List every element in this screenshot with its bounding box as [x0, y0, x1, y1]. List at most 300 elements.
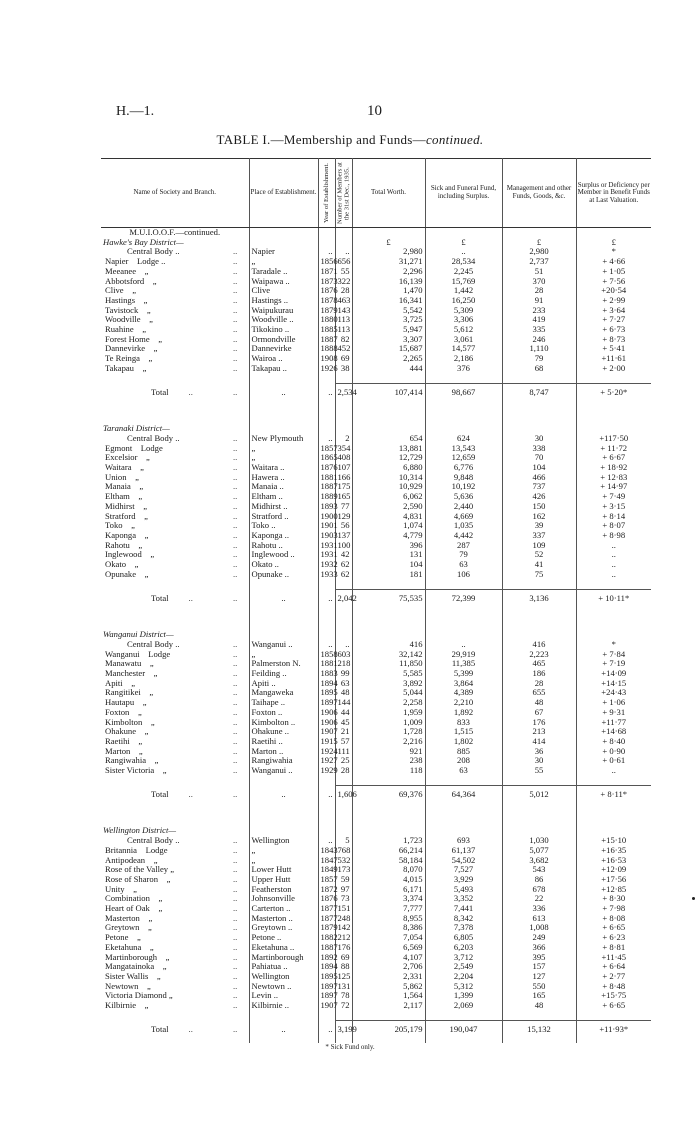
district-heading-row [101, 238, 651, 248]
leader-dots: .. [233, 491, 238, 502]
empty-cell [318, 228, 335, 238]
surplus: + 0·61 [602, 755, 626, 766]
place: Waipukurau [249, 306, 318, 316]
year: 1877 [318, 914, 335, 924]
year: 1893 [318, 502, 335, 512]
management-fund: 52 [502, 550, 576, 560]
members: 248 [335, 914, 352, 924]
year: 1865 [318, 453, 335, 463]
total-worth: 7,777 [352, 904, 425, 914]
spacer-cell [101, 406, 249, 424]
branch-name: Britannia Lodge [105, 844, 168, 855]
table-row [101, 875, 651, 885]
leader-dots: .. [233, 864, 238, 875]
members: 768 [335, 846, 352, 856]
sick-fund: 15,769 [425, 277, 502, 287]
leader-dots: .. [233, 285, 238, 296]
members: 77 [335, 502, 352, 512]
surplus: +12·09 [601, 864, 627, 875]
place: Featherston [249, 885, 318, 895]
branch-name: Inglewood „ [105, 549, 155, 560]
management-fund: 737 [502, 482, 576, 492]
total-worth: 4,779 [352, 531, 425, 541]
sick-fund: 5,636 [425, 492, 502, 502]
management-fund: 246 [502, 335, 576, 345]
leader-dots: .. [233, 677, 238, 688]
surplus: + 4·66 [602, 256, 626, 267]
members: 218 [335, 659, 352, 669]
spacer-cell [576, 612, 651, 630]
place: Raetihi .. [249, 737, 318, 747]
management-fund: 109 [502, 541, 576, 551]
place: „ [249, 650, 318, 660]
leader-dots: .. [233, 442, 238, 453]
members: 113 [335, 315, 352, 325]
spacer-cell [502, 579, 576, 589]
place: Kaponga .. [249, 531, 318, 541]
leader-dots: .. [188, 1023, 193, 1034]
branch-name: Petone „ [105, 932, 141, 943]
table-row [101, 1001, 651, 1011]
place: Takapau .. [249, 364, 318, 374]
leader-dots: .. [233, 275, 238, 286]
members: .. [335, 247, 352, 257]
management-fund: 426 [502, 492, 576, 502]
surplus: + 2·99 [602, 294, 626, 305]
management-fund: 336 [502, 904, 576, 914]
spacer-cell [249, 406, 318, 424]
total-worth: 3,307 [352, 335, 425, 345]
management-fund: 366 [502, 943, 576, 953]
table-row [101, 669, 651, 679]
table-row [101, 434, 651, 444]
table-row [101, 277, 651, 287]
leader-dots: .. [188, 386, 193, 397]
place: Carterton .. [249, 904, 318, 914]
branch-name: Central Body .. [127, 835, 180, 846]
total-worth: 238 [352, 756, 425, 766]
sick-fund: 1,802 [425, 737, 502, 747]
surplus: + 0·90 [602, 745, 626, 756]
sick-fund: 2,069 [425, 1001, 502, 1011]
management-fund: 338 [502, 444, 576, 454]
members: 125 [335, 972, 352, 982]
year: 1881 [318, 659, 335, 669]
leader-dots: .. [233, 765, 238, 776]
sick-fund: 1,892 [425, 708, 502, 718]
table-row [101, 640, 651, 650]
sick-fund: 13,543 [425, 444, 502, 454]
management-fund: 28 [502, 286, 576, 296]
spacer-cell [576, 406, 651, 424]
place: Rangiwahia [249, 756, 318, 766]
sick-fund: 287 [425, 541, 502, 551]
district-total-row [101, 384, 651, 407]
spacer-cell [335, 612, 352, 630]
management-fund: 127 [502, 972, 576, 982]
members: 212 [335, 933, 352, 943]
members: 69 [335, 953, 352, 963]
year: 1900 [318, 512, 335, 522]
management-fund: 55 [502, 766, 576, 776]
table-row [101, 904, 651, 914]
management-fund: 162 [502, 512, 576, 522]
spacer-cell [249, 374, 318, 384]
table-title-continued: continued. [425, 132, 484, 147]
surplus: .. [611, 568, 616, 579]
total-total-worth: 107,414 [352, 384, 425, 407]
total-surplus: + 8·11* [576, 786, 651, 809]
table-row [101, 865, 651, 875]
table-row [101, 463, 651, 473]
spacer-cell [502, 1011, 576, 1021]
total-worth: 2,706 [352, 962, 425, 972]
total-worth: 5,585 [352, 669, 425, 679]
branch-name: Rose of Sharon „ [105, 873, 171, 884]
leader-dots: .. [233, 568, 238, 579]
sick-fund: 7,441 [425, 904, 502, 914]
management-fund: 2,737 [502, 257, 576, 267]
place: Ormondville [249, 335, 318, 345]
management-fund: 2,223 [502, 650, 576, 660]
year: 1894 [318, 679, 335, 689]
year: 1908 [318, 354, 335, 364]
leader-dots: .. [233, 246, 238, 257]
sick-fund: 7,378 [425, 923, 502, 933]
table-row [101, 846, 651, 856]
spacer-cell [502, 374, 576, 384]
management-fund: 550 [502, 982, 576, 992]
members: 175 [335, 482, 352, 492]
total-place: .. [249, 786, 318, 809]
currency-symbol: £ [425, 238, 502, 248]
surplus: + 8·73 [602, 333, 626, 344]
total-worth: 6,171 [352, 885, 425, 895]
spacer-cell [352, 1011, 425, 1021]
branch-name: Rangiwahia „ [105, 755, 159, 766]
management-fund: 30 [502, 756, 576, 766]
leader-dots: .. [233, 256, 238, 267]
management-fund: 39 [502, 521, 576, 531]
year: 1847 [318, 856, 335, 866]
sick-fund: 29,919 [425, 650, 502, 660]
sick-fund: 833 [425, 718, 502, 728]
surplus: + 1·05 [602, 265, 626, 276]
spacer-cell [425, 612, 502, 630]
col-header-total-worth: Total Worth. [352, 159, 425, 228]
place: Manaia .. [249, 482, 318, 492]
sick-fund: 4,442 [425, 531, 502, 541]
sick-fund: 5,493 [425, 885, 502, 895]
year: 1857 [318, 444, 335, 454]
year: 1885 [318, 325, 335, 335]
total-label: Total [151, 386, 169, 397]
table-row [101, 962, 651, 972]
year: 1843 [318, 846, 335, 856]
total-worth: 2,980 [352, 247, 425, 257]
surplus: + 8·07 [602, 520, 626, 531]
place: Opunake .. [249, 570, 318, 580]
total-label-cell [101, 1021, 249, 1044]
branch-name: Opunake „ [105, 568, 149, 579]
place: Palmerston N. [249, 659, 318, 669]
branch-cell [101, 766, 249, 776]
spacer-row [101, 612, 651, 630]
sick-fund: 3,864 [425, 679, 502, 689]
branch-name: Abbotsford „ [105, 275, 157, 286]
table-row [101, 943, 651, 953]
total-label: Total [151, 788, 169, 799]
leader-dots: .. [233, 452, 238, 463]
spacer-cell [335, 579, 352, 589]
branch-cell [101, 570, 249, 580]
currency-symbol: £ [352, 238, 425, 248]
table-row [101, 502, 651, 512]
total-worth: 6,062 [352, 492, 425, 502]
spacer-cell [502, 808, 576, 826]
management-fund: 48 [502, 1001, 576, 1011]
surplus: + 11·72 [600, 442, 628, 453]
surplus: + 8·81 [602, 941, 626, 952]
sick-fund: 2,549 [425, 962, 502, 972]
table-row [101, 688, 651, 698]
members: 532 [335, 856, 352, 866]
total-worth: 66,214 [352, 846, 425, 856]
year: 1895 [318, 688, 335, 698]
sick-fund: 1,035 [425, 521, 502, 531]
place: Wairoa .. [249, 354, 318, 364]
place: Okato .. [249, 560, 318, 570]
place: Taihape .. [249, 698, 318, 708]
table-row [101, 856, 651, 866]
management-fund: 41 [502, 560, 576, 570]
year: 1929 [318, 766, 335, 776]
branch-name: Combination „ [105, 893, 163, 904]
place: Dannevirke [249, 344, 318, 354]
total-worth: 1,009 [352, 718, 425, 728]
leader-dots: .. [233, 353, 238, 364]
spacer-cell [318, 579, 335, 589]
total-worth: 181 [352, 570, 425, 580]
branch-name: Martinborough „ [105, 951, 170, 962]
management-fund: 1,008 [502, 923, 576, 933]
table-row [101, 679, 651, 689]
spacer-cell [335, 1011, 352, 1021]
table-row [101, 756, 651, 766]
year: 1879 [318, 923, 335, 933]
place: Kilbirnie .. [249, 1001, 318, 1011]
year: 1858 [318, 650, 335, 660]
district-heading: Wanganui District— [101, 630, 249, 640]
place: Taradale .. [249, 267, 318, 277]
district-total-row [101, 1021, 651, 1044]
management-fund: 79 [502, 354, 576, 364]
members: 107 [335, 463, 352, 473]
sick-fund: 1,442 [425, 286, 502, 296]
place: Kimbolton .. [249, 718, 318, 728]
members: 603 [335, 650, 352, 660]
members: 62 [335, 560, 352, 570]
members: 57 [335, 737, 352, 747]
year: 1879 [318, 306, 335, 316]
year: 1933 [318, 570, 335, 580]
place: Wellington [249, 972, 318, 982]
leader-dots: .. [233, 687, 238, 698]
branch-name: Hautapu „ [105, 697, 147, 708]
total-sick-fund: 64,364 [425, 786, 502, 809]
table-row [101, 482, 651, 492]
surplus: + 7·56 [602, 275, 626, 286]
branch-name: Sister Wallis „ [105, 970, 161, 981]
year: 1871 [318, 267, 335, 277]
sick-fund: 5,312 [425, 982, 502, 992]
total-worth: 5,542 [352, 306, 425, 316]
leader-dots: .. [233, 788, 238, 799]
place: Toko .. [249, 521, 318, 531]
table-row [101, 247, 651, 257]
surplus: + 1·06 [602, 697, 626, 708]
management-fund: 48 [502, 698, 576, 708]
col-header-year: Year of Establishment. [318, 159, 335, 228]
members: 2 [335, 434, 352, 444]
sick-fund: 10,192 [425, 482, 502, 492]
year: 1897 [318, 982, 335, 992]
management-fund: 3,682 [502, 856, 576, 866]
leader-dots: .. [233, 265, 238, 276]
year: 1924 [318, 747, 335, 757]
total-worth: 1,723 [352, 836, 425, 846]
branch-name: Unity „ [105, 883, 137, 894]
total-year: .. [318, 786, 335, 809]
total-worth: 416 [352, 640, 425, 650]
leader-dots: .. [233, 343, 238, 354]
table-row [101, 521, 651, 531]
branch-name: Midhirst „ [105, 500, 148, 511]
table-row [101, 550, 651, 560]
table-row [101, 570, 651, 580]
branch-name: Waitara „ [105, 462, 144, 473]
sick-fund: 3,306 [425, 315, 502, 325]
year: 1906 [318, 708, 335, 718]
sick-fund: 63 [425, 560, 502, 570]
district-heading-row [101, 826, 651, 836]
total-worth: 1,959 [352, 708, 425, 718]
management-fund: 91 [502, 296, 576, 306]
management-fund: 75 [502, 570, 576, 580]
branch-name: Stratford „ [105, 510, 148, 521]
branch-cell [101, 1001, 249, 1011]
members: 59 [335, 875, 352, 885]
year: 1915 [318, 737, 335, 747]
spacer-cell [101, 808, 249, 826]
place: Marton .. [249, 747, 318, 757]
spacer-row [101, 374, 651, 384]
total-worth: 12,729 [352, 453, 425, 463]
members: 142 [335, 923, 352, 933]
leader-dots: .. [233, 529, 238, 540]
leader-dots: .. [233, 304, 238, 315]
surplus: + 18·92 [600, 462, 628, 473]
year: 1887 [318, 943, 335, 953]
members: 463 [335, 296, 352, 306]
surplus: + 9·31 [602, 706, 626, 717]
sick-fund: 6,805 [425, 933, 502, 943]
year: 1876 [318, 894, 335, 904]
management-fund: 157 [502, 962, 576, 972]
total-worth: 32,142 [352, 650, 425, 660]
total-worth: 3,725 [352, 315, 425, 325]
currency-symbol: £ [502, 238, 576, 248]
branch-name: Mangatainoka „ [105, 961, 167, 972]
total-management-fund: 15,132 [502, 1021, 576, 1044]
place: Wanganui .. [249, 640, 318, 650]
total-worth: 10,314 [352, 473, 425, 483]
surplus: + 8·14 [602, 510, 626, 521]
spacer-cell [101, 1011, 249, 1021]
branch-name: Antipodean „ [105, 854, 158, 865]
surplus: +24·43 [601, 687, 627, 698]
surplus: +20·54 [601, 285, 627, 296]
total-worth: 654 [352, 434, 425, 444]
year: .. [318, 640, 335, 650]
leader-dots: .. [233, 893, 238, 904]
branch-name: Union „ [105, 471, 139, 482]
members: 55 [335, 267, 352, 277]
col-header-members: Number of Members at the 31st Dec., 1935. [335, 159, 352, 228]
year: .. [318, 247, 335, 257]
total-worth: 2,590 [352, 502, 425, 512]
col-header-name: Name of Society and Branch. [101, 159, 249, 228]
leader-dots: .. [233, 745, 238, 756]
place: „ [249, 257, 318, 267]
leader-dots: .. [233, 1000, 238, 1011]
col-header-surplus: Surplus or Deficiency per Member in Benefit Funds at Last Valuation. [576, 159, 651, 228]
surplus: + 6·23 [602, 932, 626, 943]
sick-fund: 79 [425, 550, 502, 560]
spacer-cell [335, 374, 352, 384]
society-heading: M.U.I.O.O.F.—continued. [101, 228, 249, 238]
total-surplus: + 5·20* [576, 384, 651, 407]
spacer-cell [425, 374, 502, 384]
place: Ohakune .. [249, 727, 318, 737]
table-row [101, 560, 651, 570]
branch-name: Eketahuna „ [105, 941, 154, 952]
sick-fund: 3,712 [425, 953, 502, 963]
branch-name: Dannevirke „ [105, 343, 158, 354]
total-worth: 1,470 [352, 286, 425, 296]
management-fund: 249 [502, 933, 576, 943]
table-row [101, 972, 651, 982]
members: 48 [335, 688, 352, 698]
table-row [101, 659, 651, 669]
leader-dots: .. [233, 333, 238, 344]
surplus: + 8·30 [602, 893, 626, 904]
sick-fund: 5,612 [425, 325, 502, 335]
place: Waipawa .. [249, 277, 318, 287]
year: 1897 [318, 991, 335, 1001]
table-title [0, 132, 700, 148]
management-fund: 370 [502, 277, 576, 287]
branch-name: Manchester „ [105, 667, 158, 678]
spacer-cell [425, 1011, 502, 1021]
total-worth: 16,139 [352, 277, 425, 287]
place: Eketahuna .. [249, 943, 318, 953]
branch-name: Central Body .. [127, 638, 180, 649]
sick-fund: 28,534 [425, 257, 502, 267]
sick-fund: 3,061 [425, 335, 502, 345]
leader-dots: .. [233, 1023, 238, 1034]
branch-name: Wanganui Lodge [105, 648, 171, 659]
